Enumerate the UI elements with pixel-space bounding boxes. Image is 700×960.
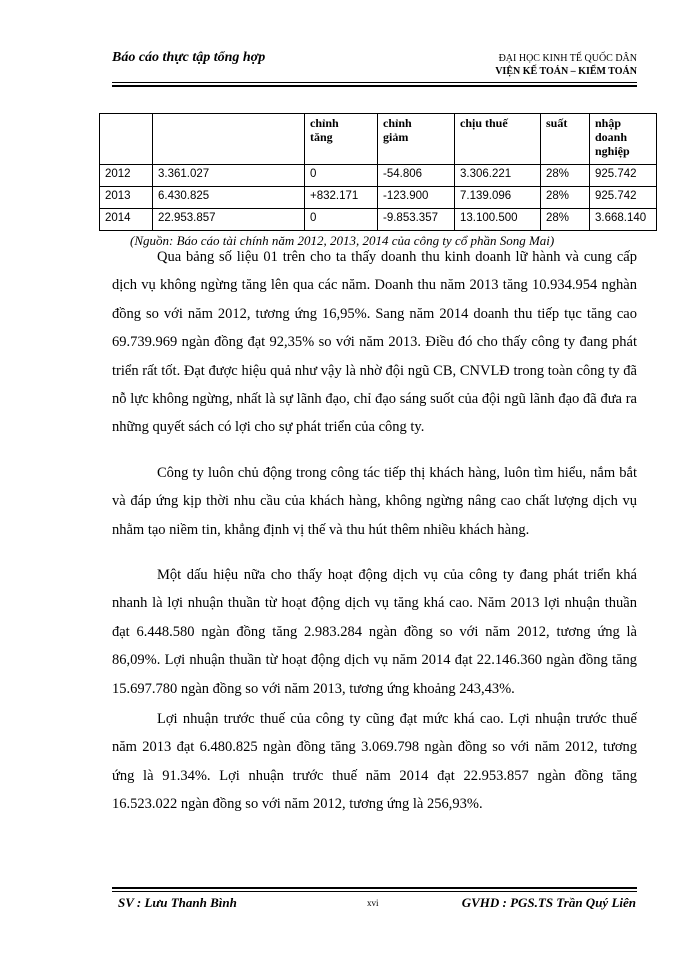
table-cell: -54.806 [378, 165, 455, 187]
table-cell: 2013 [100, 187, 153, 209]
table-header-row [100, 114, 657, 165]
institute-name: VIỆN KẾ TOÁN – KIỂM TOÁN [495, 66, 637, 77]
table-cell: 925.742 [590, 187, 657, 209]
student-name: SV : Lưu Thanh Bình [118, 895, 237, 910]
table-header-cell: chỉnh giảm [378, 114, 455, 165]
report-title: Báo cáo thực tập tổng hợp [112, 50, 266, 65]
paragraph-net-profit: Một dấu hiệu nữa cho thấy hoạt động dịch vụ của công ty đang phát triển khá nhanh là lợi nhuận thuần từ hoạt động dịch vụ tăng khá cao. Năm 2013 lợi nhuận thuần đạt 6.448.580 ngàn đồng tăng 2.983.284 ngàn đồng so với năm 2012, tương ứng là 86,09%. Lợi nhuận thuần từ hoạt động dịch vụ năm 2014 đạt 22.146.360 ngàn đồng tăng 15.697.780 ngàn đồng so với năm 2013, tương ứng khoảng 243,43%. [112, 567, 637, 697]
page-header [112, 50, 637, 82]
table-cell: 28% [541, 187, 590, 209]
paragraph-pretax-profit: Lợi nhuận trước thuế của công ty cũng đạt mức khá cao. Lợi nhuận trước thuế năm 2013 đạt 6.480.825 ngàn đồng tăng 3.069.798 ngàn đồng so với năm 2012, tương ứng là 91.34%. Lợi nhuận trước thuế năm 2014 đạt 22.953.857 ngàn đồng tăng 16.523.022 ngàn đồng so với năm 2012, tương ứng là 256,93%. [112, 711, 637, 813]
table-cell: -123.900 [378, 187, 455, 209]
table-cell: 28% [541, 165, 590, 187]
header-divider-thin [112, 82, 637, 83]
table-cell: 2012 [100, 165, 153, 187]
table-row [100, 165, 657, 187]
table-source-note: (Nguồn: Báo cáo tài chính năm 2012, 2013, 2014 của công ty cổ phần Song Mai) [130, 233, 555, 248]
table-cell: 3.361.027 [153, 165, 305, 187]
table-header-cell [100, 114, 153, 165]
table-header-cell: suất [541, 114, 590, 165]
table-header-cell: chỉnh tăng [305, 114, 378, 165]
table-cell: 3.306.221 [455, 165, 541, 187]
table-cell: -9.853.357 [378, 209, 455, 231]
table-header-cell [153, 114, 305, 165]
financial-table [99, 113, 657, 231]
university-name: ĐẠI HỌC KINH TẾ QUỐC DÂN [498, 53, 637, 64]
institution-name [495, 52, 637, 78]
table-cell: 925.742 [590, 165, 657, 187]
table-cell: +832.171 [305, 187, 378, 209]
header-divider-thick [112, 85, 637, 87]
table-cell: 13.100.500 [455, 209, 541, 231]
supervisor-name: GVHD : PGS.TS Trần Quý Liên [461, 895, 636, 910]
table-cell: 28% [541, 209, 590, 231]
table-cell: 22.953.857 [153, 209, 305, 231]
table-cell: 2014 [100, 209, 153, 231]
table-row [100, 209, 657, 231]
paragraph-revenue: Qua bảng số liệu 01 trên cho ta thấy doanh thu kinh doanh lữ hành và cung cấp dịch vụ không ngừng tăng lên qua các năm. Doanh thu năm 2013 tăng 10.934.954 nghàn đồng so với năm 2012, tương ứng 16,95%. Sang năm 2014 doanh thu tiếp tục tăng cao 69.739.969 ngàn đồng đạt 92,35% so với năm 2013. Điều đó cho thấy công ty đang phát triển rất tốt. Đạt được hiệu quả như vậy là nhờ đội ngũ CB, CNVLĐ trong toàn công ty đã nỗ lực không ngừng, nhất là sự lãnh đạo, chỉ đạo sáng suốt của đội ngũ lãnh đạo đã đưa ra những quyết sách có lợi cho sự phát triển của công ty. [112, 249, 637, 436]
table-header-cell: chịu thuế [455, 114, 541, 165]
table-cell: 0 [305, 209, 378, 231]
paragraph-marketing: Công ty luôn chủ động trong công tác tiếp thị khách hàng, luôn tìm hiểu, nắm bắt và đáp ứng kịp thời nhu cầu của khách hàng, không ngừng nâng cao chất lượng dịch vụ nhằm tạo niềm tin, khẳng định vị thế và thu hút thêm nhiều khách hàng. [112, 465, 637, 538]
page-number: xvi [367, 898, 379, 908]
table-cell: 3.668.140 [590, 209, 657, 231]
table-cell: 7.139.096 [455, 187, 541, 209]
table-cell: 6.430.825 [153, 187, 305, 209]
table-header-cell: nhập doanh nghiệp [590, 114, 657, 165]
footer-divider-thick [112, 887, 637, 889]
table-cell: 0 [305, 165, 378, 187]
footer-divider-thin [112, 891, 637, 892]
table-row [100, 187, 657, 209]
